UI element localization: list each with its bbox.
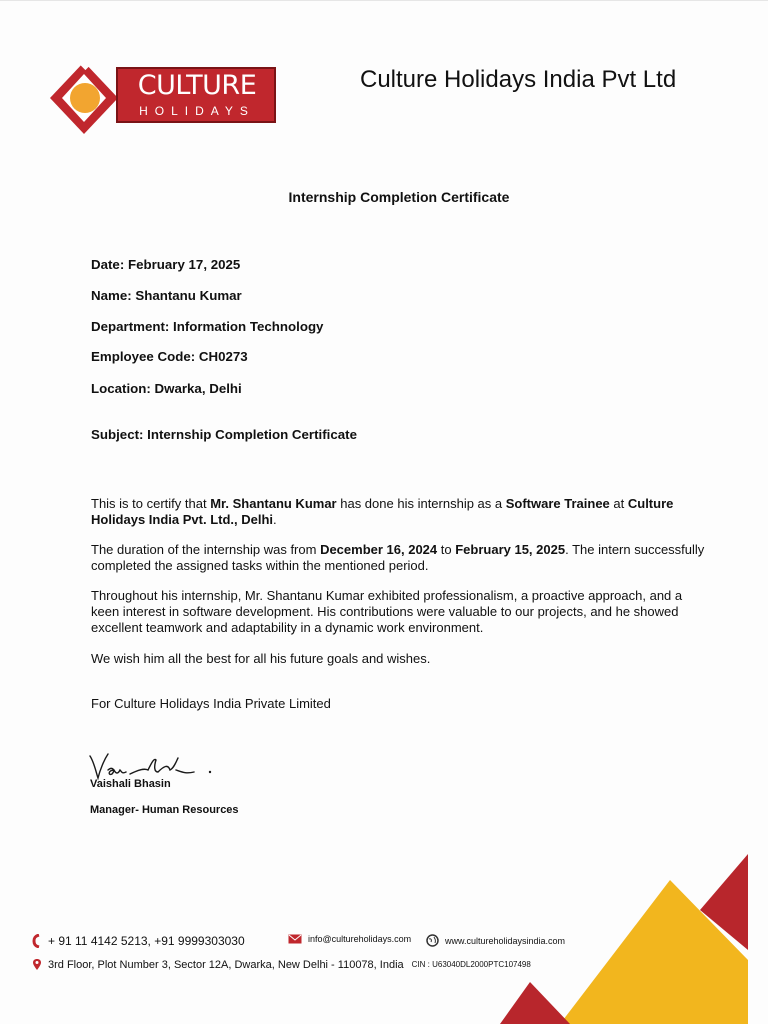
top-edge-line [0, 0, 768, 1]
department-field: Department: Information Technology [91, 319, 324, 334]
phone-icon [32, 934, 42, 948]
signatory-role: Manager- Human Resources [90, 804, 239, 816]
company-logo [48, 58, 280, 138]
employee-code-field: Employee Code: CH0273 [91, 349, 248, 364]
website-contact[interactable] [426, 934, 565, 947]
closing-line: For Culture Holidays India Private Limited [91, 696, 331, 711]
certificate-title: Internship Completion Certificate [288, 189, 510, 205]
logo-wordmark: CULTURE [137, 70, 257, 101]
signatory-name: Vaishali Bhasin [90, 778, 171, 790]
location-field: Location: Dwarka, Delhi [91, 381, 242, 396]
location-pin-icon [32, 958, 42, 971]
date-field: Date: February 17, 2025 [91, 257, 241, 272]
globe-icon [426, 934, 439, 947]
email-address[interactable]: info@cultureholidays.com [308, 934, 412, 944]
cin-number: CIN : U63040DL2000PTC107498 [411, 960, 531, 969]
logo-diamond-icon [48, 58, 120, 138]
performance-paragraph: Throughout his internship, Mr. Shantanu Kumar exhibited professionalism, a proactive approach, and a keen interest in software development. His contributions were valuable to our projects, and he showed excellent teamwork and adaptability in a dynamic work environment. [91, 588, 683, 635]
phone-numbers: + 91 11 4142 5213, +91 9999303030 [48, 934, 245, 948]
certification-paragraph: This is to certify that Mr. Shantanu Kumar has done his internship as a Software Trainee at Culture Holidays India Pvt. Ltd., Delhi. [91, 496, 674, 527]
address-contact [32, 958, 531, 971]
logo-sub-wordmark: HOLIDAYS [139, 104, 255, 118]
company-name: Culture Holidays India Pvt Ltd [360, 66, 677, 93]
website-url[interactable]: www.cultureholidaysindia.com [445, 935, 566, 946]
duration-paragraph: The duration of the internship was from December 16, 2024 to February 15, 2025. The intern successfully completed the assigned tasks within the mentioned period. [91, 542, 705, 573]
name-field: Name: Shantanu Kumar [91, 288, 242, 303]
phone-contact [32, 934, 245, 948]
email-contact[interactable] [288, 934, 411, 944]
wishes-paragraph: We wish him all the best for all his future goals and wishes. [91, 651, 431, 666]
subject-field: Subject: Internship Completion Certificate [91, 427, 357, 442]
office-address: 3rd Floor, Plot Number 3, Sector 12A, Dwarka, New Delhi - 110078, India [48, 958, 404, 971]
mail-icon [288, 934, 302, 944]
